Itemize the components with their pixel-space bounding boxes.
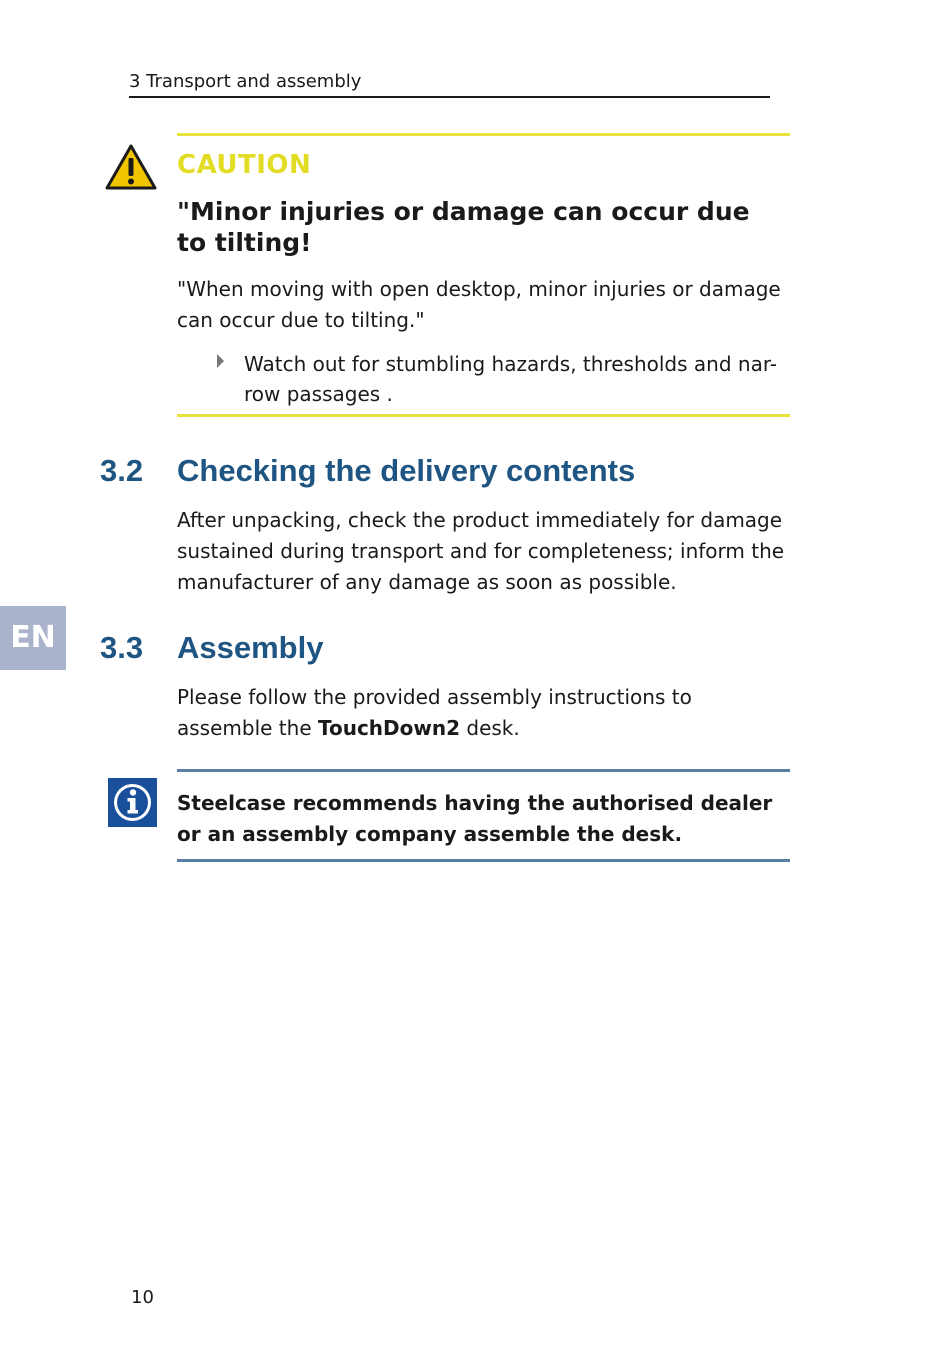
warning-triangle-icon bbox=[104, 143, 158, 191]
assembly-text-end: desk. bbox=[460, 716, 520, 740]
section-title-assembly: Assembly bbox=[177, 630, 324, 665]
caution-label: CAUTION bbox=[177, 150, 312, 180]
info-icon bbox=[108, 778, 157, 827]
running-header: 3 Transport and assembly bbox=[129, 70, 770, 98]
info-text: Steelcase recommends having the authorised dealer or an assembly company assemble the desk. bbox=[177, 791, 773, 846]
section-title-delivery: Checking the delivery contents bbox=[177, 453, 636, 488]
product-name: TouchDown2 bbox=[317, 716, 461, 740]
caution-text: "When moving with open desktop, minor injuries or damage can occur due to tilting." bbox=[177, 277, 781, 332]
assembly-text-start: Please follow the provided assembly instructions to assemble the bbox=[177, 685, 692, 740]
bullet-arrow-icon bbox=[217, 354, 224, 368]
language-tab: EN bbox=[0, 606, 66, 670]
info-notice bbox=[177, 769, 790, 862]
section-body-assembly bbox=[177, 682, 787, 744]
section-number-3-2: 3.2 bbox=[100, 453, 144, 488]
caution-bullet: Watch out for stumbling hazards, thresholds and nar-row passages . bbox=[244, 352, 777, 406]
caution-notice bbox=[177, 133, 790, 417]
section-body-delivery: After unpacking, check the product immediately for damage sustained during transport and for completeness; inform the manufacturer of any damage as soon as possible. bbox=[177, 508, 785, 594]
page-number: 10 bbox=[131, 1287, 154, 1308]
caution-title: "Minor injuries or damage can occur due to tilting! bbox=[177, 197, 750, 257]
section-number-3-3: 3.3 bbox=[100, 630, 144, 665]
